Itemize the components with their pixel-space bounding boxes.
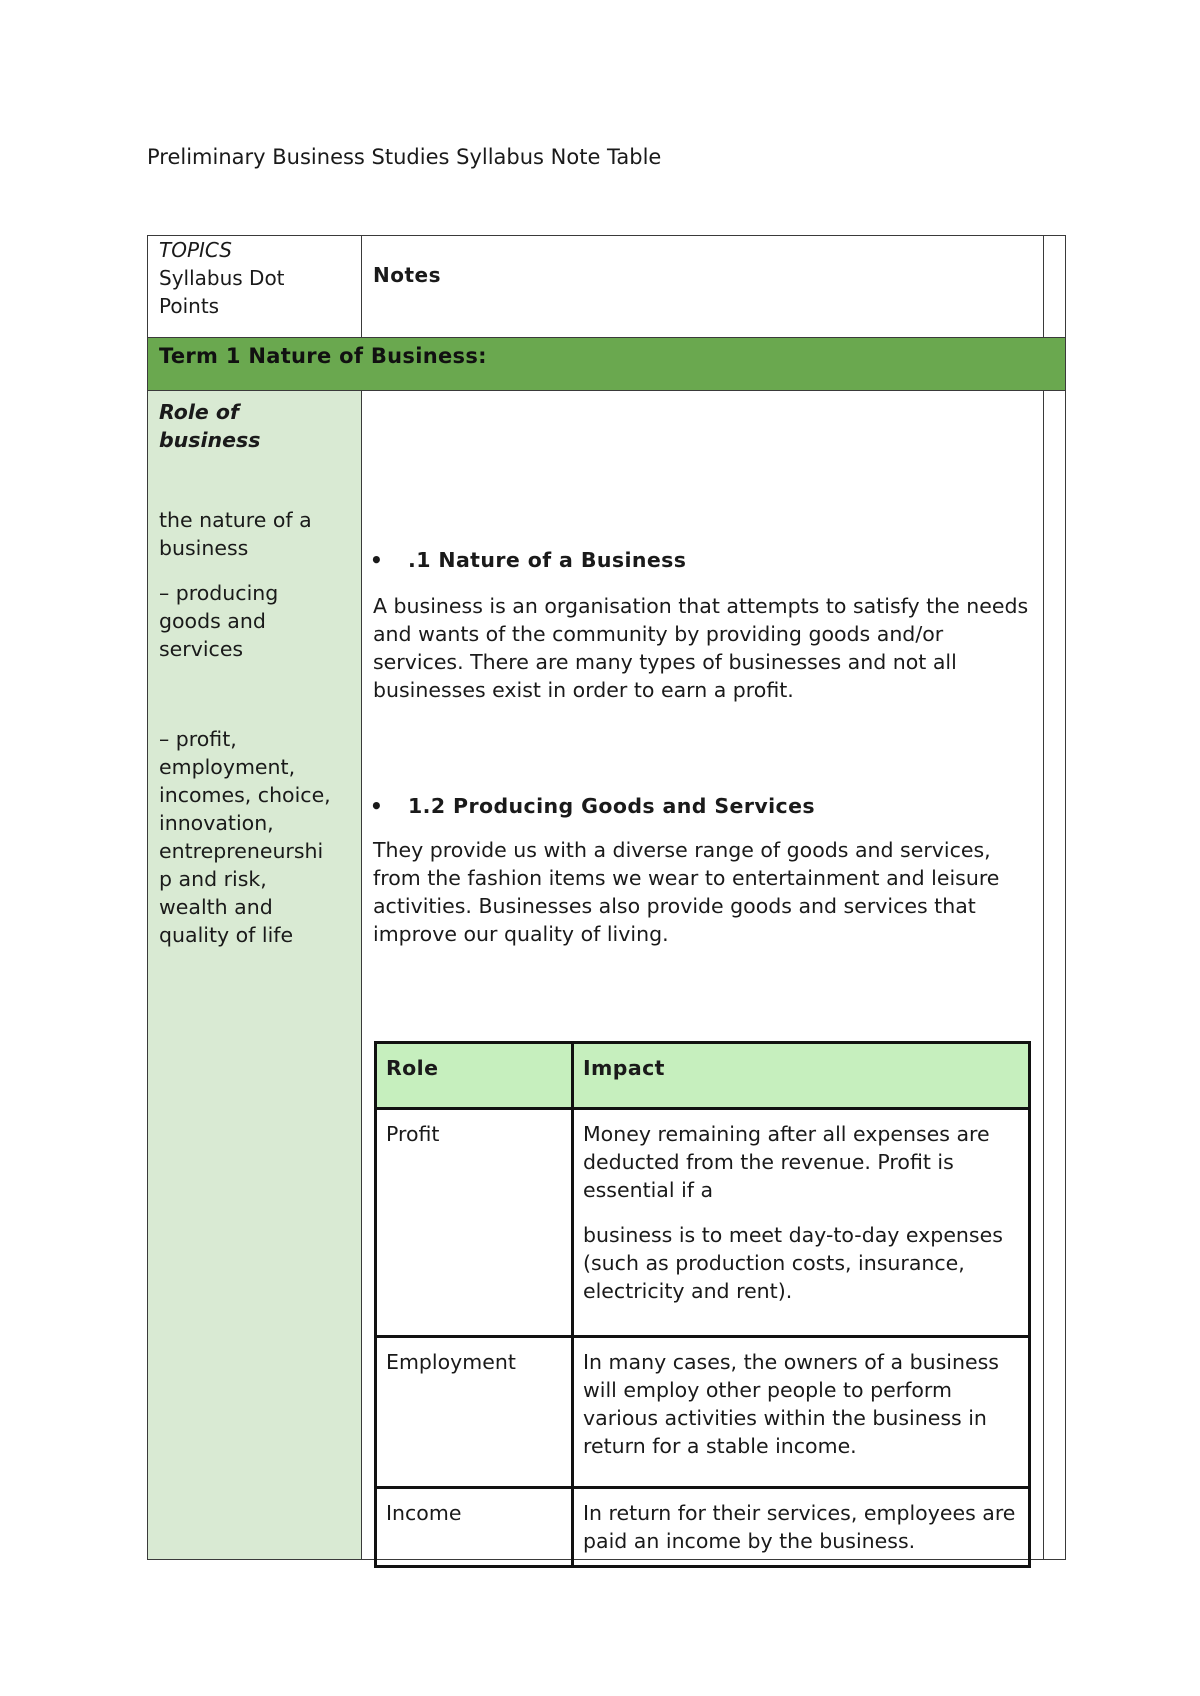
syllabus-point-producing [159, 579, 359, 663]
impact-cell [573, 1109, 1030, 1337]
right-narrow-column-divider [1043, 236, 1044, 337]
syllabus-note-table [147, 235, 1066, 1560]
table-row [376, 1109, 1030, 1337]
bullet-icon: • [370, 548, 384, 572]
role-title-line2: business [159, 428, 261, 452]
syllabus-label-line1: Syllabus Dot [159, 266, 285, 290]
document-title: Preliminary Business Studies Syllabus Note Table [147, 145, 662, 169]
text-line: business [159, 536, 249, 560]
text-line: innovation, [159, 811, 274, 835]
heading-text: 1.2 Producing Goods and Services [408, 794, 815, 818]
section-body-producing: They provide us with a diverse range of goods and services, from the fashion items we wear to entertainment and leisure activities. Businesses also provide goods and services that improve our quality of living. [373, 838, 1000, 946]
text-line: entrepreneurshi [159, 839, 324, 863]
topics-label: TOPICS [159, 238, 232, 262]
impact-cell: In many cases, the owners of a business will employ other people to perform various activities within the business in return for a stable income. [573, 1337, 1030, 1488]
text-line: employment, [159, 755, 296, 779]
syllabus-label-line2: Points [159, 294, 220, 318]
header-notes-label: Notes [373, 263, 442, 287]
syllabus-point-roles [159, 725, 359, 949]
text-line: goods and [159, 609, 266, 633]
column-divider [361, 391, 362, 1559]
text-line: the nature of a [159, 508, 312, 532]
table-header-row [376, 1043, 1030, 1109]
column-header-impact: Impact [573, 1043, 1030, 1109]
right-narrow-column-divider [1043, 391, 1044, 1559]
section-heading-producing [370, 794, 815, 818]
term-band [148, 337, 1065, 391]
text-line: incomes, choice, [159, 783, 331, 807]
role-cell: Employment [376, 1337, 573, 1488]
text-line: wealth and [159, 895, 273, 919]
role-title-line1: Role of [159, 400, 239, 424]
table-row [376, 1337, 1030, 1488]
header-topics-cell [159, 236, 285, 320]
bullet-icon: • [370, 794, 384, 818]
text-line: quality of life [159, 923, 294, 947]
impact-cell: In return for their services, employees are paid an income by the business. [573, 1488, 1030, 1567]
text-line: – profit, [159, 727, 237, 751]
heading-text: .1 Nature of a Business [408, 548, 687, 572]
text-line: – producing [159, 581, 279, 605]
role-cell: Income [376, 1488, 573, 1567]
topics-column-background [148, 391, 362, 1559]
section-body-nature: A business is an organisation that attempts to satisfy the needs and wants of the community by providing goods and/or services. There are many types of businesses and not all businesses exist in order to earn a profit. [373, 594, 1029, 702]
column-header-role: Role [376, 1043, 573, 1109]
impact-paragraph: Money remaining after all expenses are deducted from the revenue. Profit is essential if a [583, 1122, 990, 1202]
impact-paragraph: business is to meet day-to-day expenses (such as production costs, insurance, electricity and rent). [583, 1223, 1003, 1303]
section-heading-nature [370, 548, 687, 572]
role-impact-table [374, 1041, 1031, 1568]
column-divider [361, 236, 362, 337]
text-line: p and risk, [159, 867, 267, 891]
syllabus-point-nature [159, 506, 359, 562]
term-band-label: Term 1 Nature of Business: [159, 344, 487, 368]
role-of-business-title [159, 398, 359, 454]
text-line: services [159, 637, 244, 661]
table-row [376, 1488, 1030, 1567]
role-cell: Profit [376, 1109, 573, 1337]
